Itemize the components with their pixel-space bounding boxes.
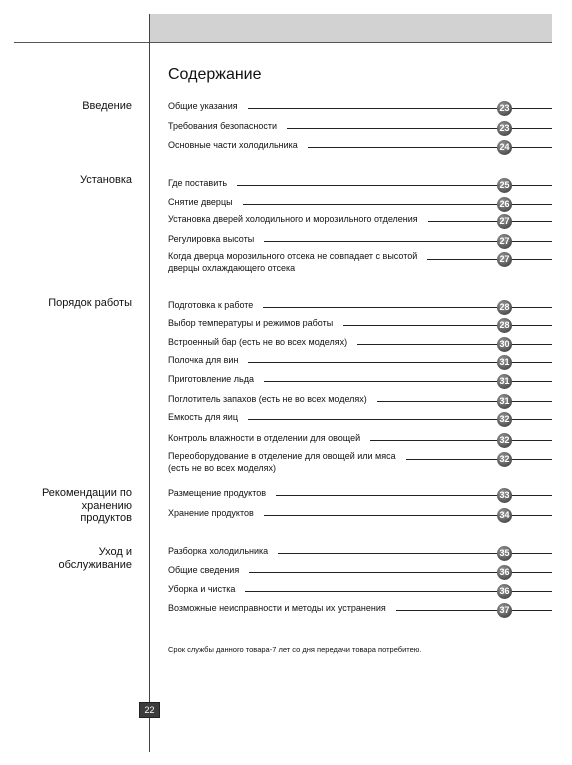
page-badge: 32 <box>497 412 512 427</box>
section-label: Введение <box>82 100 132 112</box>
page-badge: 27 <box>497 252 512 267</box>
leader-line <box>343 325 552 326</box>
toc-entry[interactable]: Полочка для вин <box>168 355 241 367</box>
page-badge: 23 <box>497 101 512 116</box>
toc-entry[interactable]: Приготовление льда <box>168 374 257 386</box>
leader-line <box>428 221 552 222</box>
page-badge: 28 <box>497 318 512 333</box>
leader-line <box>377 401 552 402</box>
toc-entry[interactable]: Размещение продуктов <box>168 488 269 500</box>
toc-entry[interactable]: Контроль влажности в отделении для овощей <box>168 433 363 445</box>
leader-line <box>406 459 552 460</box>
page-badge: 32 <box>497 452 512 467</box>
section-label: Установка <box>80 174 132 186</box>
toc-entry[interactable]: Разборка холодильника <box>168 546 271 558</box>
page-title: Содержание <box>168 66 262 83</box>
page-badge: 28 <box>497 300 512 315</box>
leader-line <box>427 259 552 260</box>
toc-entry[interactable]: Где поставить <box>168 178 230 190</box>
toc-entry[interactable]: Емкость для яиц <box>168 412 241 424</box>
toc-entry[interactable]: Встроенный бар (есть не во всех моделях) <box>168 337 350 349</box>
page-badge: 25 <box>497 178 512 193</box>
toc-entry[interactable]: Поглотитель запахов (есть не во всех моделях) <box>168 394 370 406</box>
toc-entry[interactable]: Регулировка высоты <box>168 234 257 246</box>
leader-line <box>370 440 552 441</box>
page-badge: 32 <box>497 433 512 448</box>
leader-line <box>396 610 552 611</box>
leader-line <box>308 147 552 148</box>
toc-entry[interactable]: Общие сведения <box>168 565 242 577</box>
page-badge: 33 <box>497 488 512 503</box>
toc-entry[interactable]: Подготовка к работе <box>168 300 256 312</box>
toc-entry[interactable]: Основные части холодильника <box>168 140 301 152</box>
page-badge: 31 <box>497 355 512 370</box>
page-badge: 26 <box>497 197 512 212</box>
top-rule <box>14 42 552 43</box>
toc-entry[interactable]: Хранение продуктов <box>168 508 257 520</box>
page-badge: 36 <box>497 584 512 599</box>
page-badge: 34 <box>497 508 512 523</box>
header-band <box>150 14 552 42</box>
page-number: 22 <box>139 702 160 718</box>
page-badge: 31 <box>497 374 512 389</box>
toc-entry[interactable]: Установка дверей холодильного и морозильного отделения <box>168 214 421 226</box>
section-label: Уход и обслуживание <box>58 546 132 571</box>
page-badge: 24 <box>497 140 512 155</box>
toc-entry[interactable]: Когда дверца морозильного отсека не совпадает с высотой дверцы охлаждающего отсека <box>168 251 420 274</box>
page-badge: 37 <box>497 603 512 618</box>
page-badge: 23 <box>497 121 512 136</box>
toc-entry[interactable]: Снятие дверцы <box>168 197 236 209</box>
section-label: Рекомендации по хранению продуктов <box>41 487 132 524</box>
vertical-rule <box>149 14 150 752</box>
page-badge: 31 <box>497 394 512 409</box>
toc-entry[interactable]: Общие указания <box>168 101 241 113</box>
toc-entry[interactable]: Возможные неисправности и методы их устранения <box>168 603 389 615</box>
toc-entry[interactable]: Уборка и чистка <box>168 584 238 596</box>
footnote: Срок службы данного товара-7 лет со дня передачи товара потребитею. <box>168 645 422 654</box>
page-badge: 36 <box>497 565 512 580</box>
section-label: Порядок работы <box>48 297 132 309</box>
leader-line <box>357 344 552 345</box>
page-badge: 27 <box>497 214 512 229</box>
page-badge: 30 <box>497 337 512 352</box>
toc-entry[interactable]: Требования безопасности <box>168 121 280 133</box>
page-badge: 27 <box>497 234 512 249</box>
page-badge: 35 <box>497 546 512 561</box>
leader-line <box>287 128 552 129</box>
toc-entry[interactable]: Переоборудование в отделение для овощей или мяса (есть не во всех моделях) <box>168 451 399 474</box>
toc-entry[interactable]: Выбор температуры и режимов работы <box>168 318 336 330</box>
